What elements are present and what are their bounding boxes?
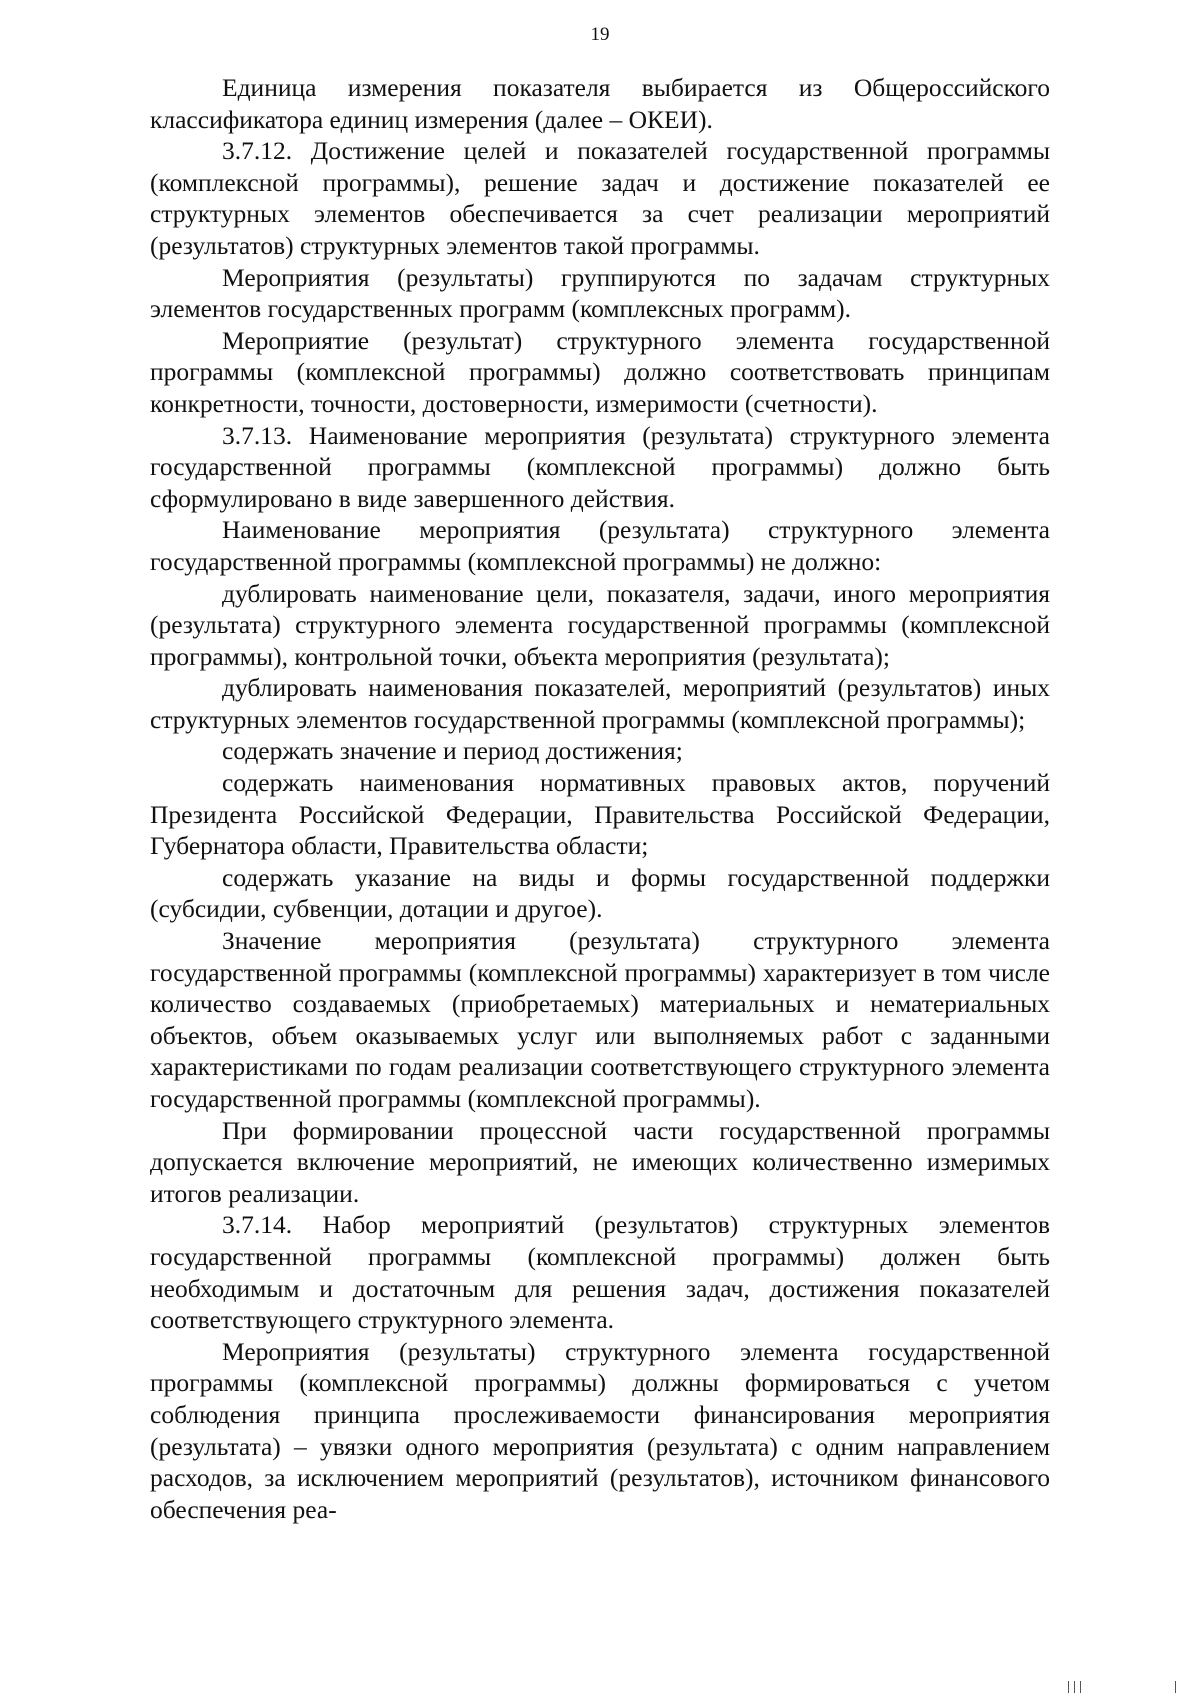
scan-artifact-mark [1068,1681,1069,1693]
paragraph: содержать значение и период достижения; [222,736,683,766]
paragraph: Единица измерения показателя выбирается из Общероссийского классификатора единиц измерения (далее – ОКЕИ). [150,73,1050,134]
paragraph: Наименование мероприятия (результата) структурного элемента государственной программы (комплексной программы) не должно: [150,515,1050,576]
scan-artifact-mark [1175,1681,1176,1693]
paragraph: дублировать наименование цели, показателя, задачи, иного мероприятия (результата) структурного элемента государственной программы (комплексной программы), контрольной точки, объекта мероприятия (результата); [150,578,1050,671]
paragraph: содержать указание на виды и формы государственной поддержки (субсидии, субвенции, дотации и другое). [150,862,1050,924]
scan-artifact-mark [1080,1681,1081,1693]
paragraph: Мероприятия (результаты) группируются по задачам структурных элементов государственных программ (комплексных программ). [150,262,1050,324]
paragraph: содержать наименования нормативных правовых актов, поручений Президента Российской Федерации, Правительства Российской Федерации, Губернатора области, Правительства области; [150,768,1050,861]
paragraph: Значение мероприятия (результата) структурного элемента государственной программы (комплексной программы) характеризует в том числе количество создаваемых (приобретаемых) материальных и нематериальных объектов, объем оказываемых услуг или выполняемых работ с заданными характеристиками по годам реализации соответствующего структурного элемента государственной программы (комплексной программы). [150,926,1050,1113]
body-text [150,72,1050,1525]
scan-artifact-mark [1074,1681,1075,1693]
paragraph: 3.7.14. Набор мероприятий (результатов) структурных элементов государственной программы (комплексной программы) должен быть необходимым и достаточным для решения задач, достижения показателей соответствующего структурного элемента. [150,1210,1050,1335]
paragraph: 3.7.13. Наименование мероприятия (результата) структурного элемента государственной программы (комплексной программы) должно быть сформулировано в виде завершенного действия. [150,420,1050,513]
paragraph: дублировать наименования показателей, мероприятий (результатов) иных структурных элементов государственной программы (комплексной программы); [150,673,1050,734]
page-number: 19 [590,24,610,45]
paragraph: Мероприятие (результат) структурного элемента государственной программы (комплексной программы) должно соответствовать принципам конкретности, точности, достоверности, измеримости (счетности). [150,325,1050,418]
paragraph: Мероприятия (результаты) структурного элемента государственной программы (комплексной программы) должны формироваться с учетом соблюдения принципа прослеживаемости финансирования мероприятия (результата) – увязки одного мероприятия (результата) с одним направлением расходов, за исключением мероприятий (результатов), источником финансового обеспечения реа- [150,1336,1050,1524]
paragraph: При формировании процессной части государственной программы допускается включение мероприятий, не имеющих количественно измеримых итогов реализации. [150,1115,1050,1208]
paragraph: 3.7.12. Достижение целей и показателей государственной программы (комплексной программы), решение задач и достижение показателей ее структурных элементов обеспечивается за счет реализации мероприятий (результатов) структурных элементов такой программы. [150,136,1050,260]
